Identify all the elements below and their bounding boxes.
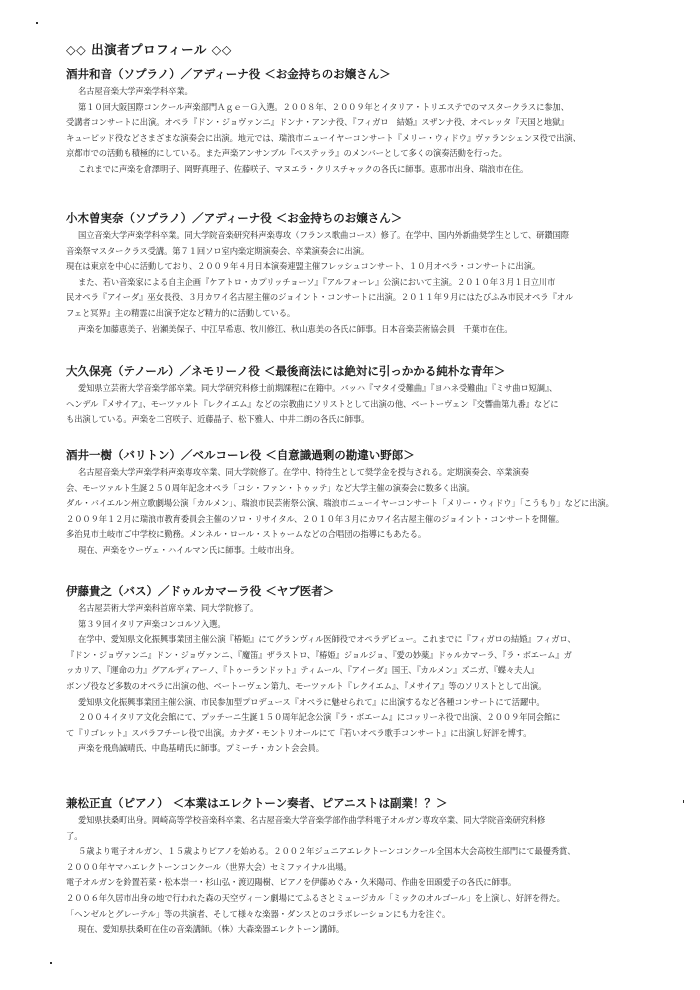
profile-line: も出演している。声楽を二宮咲子、近藤晶子、松下雅人、中井二朗の各氏に師事。 xyxy=(66,414,370,425)
profile-line: 「ヘンゼルとグレーテル」等の共演者、そして様々な楽器・ダンスとのコラボレーションにも力を注ぐ。 xyxy=(66,908,451,919)
performer-section xyxy=(66,66,666,178)
profile-line: 京都市での活動も積極的にしている。また声楽アンサンブル『ペステッラ』のメンバーとして多くの演奏活動を行った。 xyxy=(66,148,507,159)
profile-line: 受講者コンサートに出演。オペラ『ドン・ジョヴァンニ』ドンナ・アンナ役、『フィガロ 結婚』スザンナ役、オペレッタ『天国と地獄』 xyxy=(66,117,569,128)
profile-line: ２００９年１２月に瑞浪市教育委員会主催のソロ・リサイタル、２０１０年３月にカワイ名古屋主催のジョイント・コンサートを開催。 xyxy=(66,513,565,524)
performer-title: 小木曽実奈（ソプラノ）／アディーナ役 ＜お金持ちのお嬢さん＞ xyxy=(66,211,403,225)
performer-title: 伊藤貴之（バス）／ドゥルカマーラ役 ＜ヤブ医者＞ xyxy=(66,584,335,598)
profile-line: 了。 xyxy=(66,830,83,841)
profile-line: 音楽祭マスタークラス受講。第７１回ソロ室内楽定期演奏会、卒業演奏会に出演。 xyxy=(66,245,370,256)
profile-line: 名古屋音楽大学声楽学科卒業。 xyxy=(78,86,193,96)
profile-line: 第３９回イタリア声楽コンコルソ入選。 xyxy=(78,618,226,629)
scan-speck xyxy=(50,962,52,964)
scan-speck xyxy=(683,800,684,803)
performer-title: 大久保亮（テノール）／ネモリーノ役 ＜最後商法には絶対に引っかかる純朴な青年＞ xyxy=(66,364,506,378)
profile-line: 民オペラ『アイーダ』巫女長役、３月カワイ名古屋主催のジョイント・コンサートに出演。２０１１年９月にはたびふみ市民オペラ『オル xyxy=(66,292,574,303)
profile-line: 愛知県扶桑町出身。岡崎高等学校音楽科卒業、名古屋音楽大学音楽学部作曲学科電子オルガン専攻卒業、同大学院音楽研究科修 xyxy=(78,815,546,825)
performer-title: 酒井和音（ソプラノ）／アディーナ役 ＜お金持ちのお嬢さん＞ xyxy=(66,67,391,81)
performer-section xyxy=(66,447,666,559)
profile-line: ダル・バイエルン州立歌劇場公演「カルメン」、瑞浪市民芸術祭公演、瑞浪市ニューイヤーコンサート「メリー・ウィドウ」「こうもり」などに出演。 xyxy=(66,498,614,509)
profile-line: 在学中、愛知県文化振興事業団主催公演『椿姫』にてグランヴィル医師役でオペラデビュー。これまでに『フィガロの結婚』フィガロ、 xyxy=(78,634,576,645)
performer-section xyxy=(66,363,666,428)
profile-line: 声楽を加藤恵美子、岩瀬美保子、中江早希恵、牧川修江、秋山恵美の各氏に師事。日本音楽芸術協会員 千葉市在住。 xyxy=(78,323,513,334)
profile-line: 多治見市土岐市ご中学校に勤務。メンネル・ロール・ストゥームなどの合唱団の指導にもあたる。 xyxy=(66,529,427,540)
profile-line: ヘンデル『メサイア』、モーツァルト『レクイエム』などの宗教曲にソリストとして出演の他、ベートーヴェン『交響曲第九番』などに xyxy=(66,398,559,409)
profile-line: ２００６年久居市出身の地で行われた森の天空ヴィ－ン劇場にてふるさとミュージカル「ミックのオルゴール」を上演し、好評を得た。 xyxy=(66,892,565,903)
profile-line: 名古屋音楽大学声楽学科声楽専攻卒業、同大学院修了。在学中、特待生として奨学金を授与される。定期演奏会、卒業演奏 xyxy=(78,467,529,477)
performer-section xyxy=(66,795,666,938)
performer-title: 酒井一樹（バリトン）／ベルコーレ役 ＜自意識過剰の勘違い野郎＞ xyxy=(66,448,415,462)
profile-line: ５歳より電子オルガン、１５歳よりピアノを始める。２００２年ジュニアエレクトーンコンクール全国本大会高校生部門にて最優秀賞、 xyxy=(78,846,576,857)
profile-line: 愛知県文化振興事業団主催公演、市民参加型プロデュース『オペラに魅せられて』に出演するなど各種コンサートにて活躍中。 xyxy=(78,696,545,707)
profile-line: 声楽を飛鳥誠晴氏、中島基晴氏に師事。プミーチ・カント会会員。 xyxy=(78,743,324,754)
profile-line: ッカリア、『運命の力』グアルディアーノ、『トゥーランドット』ティムール、『アイーダ』国王、『カルメン』ズニガ、『蝶々夫人』 xyxy=(66,665,539,676)
profile-line: て『リゴレット』スパラフチーレ役で出演。カナダ・モントリオールにて『若いオペラ歌手コンサート』に出演し好評を博す。 xyxy=(66,727,532,738)
profile-line: また、若い音楽家による自主企画『ケアトロ・カプリッチョーソ』『アルフォーレ』公演において主演。２０１０年３月１日立川市 xyxy=(78,276,556,287)
profile-line: フェと冥界』主の精霊に出演予定など精力的に活動している。 xyxy=(66,307,296,318)
document-heading: ◇◇ 出演者プロフィール ◇◇ xyxy=(66,42,232,57)
profile-line: 現在、声楽をウーヴェ・ハイルマン氏に師事。土岐市出身。 xyxy=(78,544,299,555)
profile-line: ２０００年ヤマハエレクトーンコンクール（世界大会）セミファイナル出場。 xyxy=(66,861,352,872)
profile-line: 第１０回大阪国際コンクール声楽部門Ａｇｅ－Ｇ入選。２００８年、２００９年とイタリア・トリエステでのマスタークラスに参加、 xyxy=(78,101,569,112)
profile-line: キューピッド役などさまざまな演奏会に出演。地元では、瑞浪市ニューイヤーコンサート『メリー・ウィドウ』ヴァランシェンヌ役で出演、 xyxy=(66,132,581,143)
performer-section xyxy=(66,210,666,337)
scan-speck xyxy=(36,22,38,24)
profile-line: 愛知県立芸術大学音楽学部卒業。同大学研究科修士前期課程に在籍中。バッハ『マタイ受難曲』『ヨハネ受難曲』『ミサ曲ロ短調』、 xyxy=(78,383,558,393)
profile-line: ボンゾ役など多数のオペラに出演の他、ベートーヴェン第九、モーツァルト『レクイエム』、『メサイア』等のソリストとして出演。 xyxy=(66,680,547,691)
profile-line: これまでに声楽を倉澤明子、岡野真理子、佐藤咲子、マヌエラ・クリスチャックの各氏に師事。恵那市出身、瑞浪市在住。 xyxy=(78,163,529,174)
performer-section xyxy=(66,583,666,757)
profile-line: 現在、愛知県扶桑町在住の音楽講師。（株）大森楽器エレクトーン講師。 xyxy=(78,924,345,935)
profile-line: 現在は東京を中心に活動しており、２００９年４月日本演奏連盟主催フレッシュコンサート、１０月オペラ・コンサートに出演。 xyxy=(66,261,541,272)
profile-line: ２００４イタリア文化会館にて、プッチーニ生誕１５０周年記念公演『ラ・ボエーム』にコッリーネ役で出演、２００９年同会館に xyxy=(78,712,561,723)
profile-line: 電子オルガンを鈴置若菜・松本崇一・杉山弘・渡辺陽樹、ピアノを伊藤めぐみ・久米陽司、作曲を田頭愛子の各氏に師事。 xyxy=(66,877,517,888)
profile-line: 会、モーツァルト生誕２５０周年記念オペラ「コシ・ファン・トゥッテ」など大学主催の演奏会に数多く出演。 xyxy=(66,482,475,493)
profile-line: 国立音楽大学声楽学科卒業。同大学院音楽研究科声楽専攻（フランス歌曲コース）修了。在学中、国内外新曲奨学生として、研鑽国際 xyxy=(78,230,569,240)
profile-line: 『ドン・ジョヴァンニ』ドン・ジョヴァンニ、『魔笛』ザラストロ、『椿姫』ジョルジョ、『愛の妙薬』ドゥルカマーラ、『ラ・ボエーム』ガ xyxy=(66,649,572,660)
performer-title: 兼松正直（ピアノ） ＜本業はエレクトーン奏者、ピアニストは副業！？＞ xyxy=(66,796,448,810)
profile-line: 名古屋芸術大学声楽科首席卒業、同大学院修了。 xyxy=(78,603,259,613)
